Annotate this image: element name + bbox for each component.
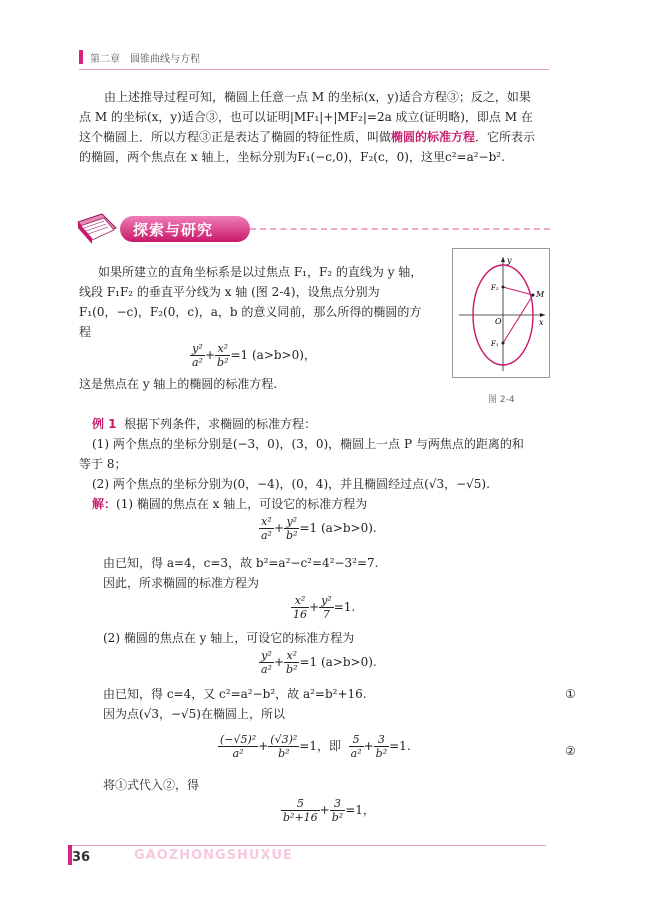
frac-y2-a2-b [259,649,274,676]
section-divider [250,228,550,230]
equation-1: $\frac{\text{x²}}{\text{a²}}$ + $\frac{\text{y²}}{\text{b²}}$ =1 (a>b>0). [261,515,377,542]
standard-equation-term: 椭圆的标准方程 [391,130,476,144]
num: (√3)² [270,733,298,746]
num: x² [259,515,274,529]
label-x: x [539,318,544,327]
intro-line-3-c: ．它所表示 [475,130,536,144]
num: 3 [374,733,389,747]
frac-y2-a2 [190,342,205,369]
frac-5-b2p16 [281,797,320,824]
point-m [532,294,535,297]
eq-suffix: =1. [333,600,356,614]
label-f1: F₁ [491,340,499,348]
intro-line-1: 由上述推导过程可知，椭圆上任意一点 M 的坐标(x，y)适合方程③；反之，如果 [104,90,531,104]
explore-line-3: F₁(0，−c)，F₂(0，c)，a，b 的意义同前，那么所得的椭圆的方 [79,305,422,319]
eq-mid: =1，即 [299,739,341,753]
page-number: 36 [72,850,91,865]
num: x² [284,649,299,663]
condition-1a: (1) 两个焦点的坐标分别是(−3，0)，(3，0)，椭圆上一点 P 与两焦点的距离的和 [92,437,524,451]
den: 16 [293,608,307,621]
den: b²+16 [283,811,318,824]
figure-2-4 [452,248,550,378]
equation-5: $\frac{5}{\text{b²+16}}$ + $\frac{3}{\text{b²}}$ =1， [283,797,375,824]
solution-1-therefore: 因此，所求椭圆的标准方程为 [103,576,260,590]
frac-x2-b2-b [284,649,299,676]
frac-x2-b2 [215,342,230,369]
frac-sqrt3sq-b2 [268,733,299,760]
explore-line-4: 程 [79,325,92,339]
ellipse-diagram [453,249,549,377]
book-icon [72,208,120,248]
label-o: O [495,317,502,326]
num: 5 [349,733,364,747]
num: (−√5)² [220,733,257,746]
example-heading [92,414,316,434]
equation-2: $\frac{\text{x²}}{16}$ + $\frac{\text{y²}}{7}$ =1. [293,594,356,621]
explore-equation: $\frac{\text{y²}}{\text{a²}}$ + $\frac{\text{x²}}{\text{b²}}$ =1 (a>b>0)， [192,342,316,369]
frac-5-a2 [349,733,364,760]
den: b² [286,529,298,542]
solution-1-intro [92,494,367,514]
section-title: 探索与研究 [133,221,214,239]
chapter-header: 第二章 圆锥曲线与方程 [90,54,200,65]
den: b² [331,811,344,824]
example-title: 根据下列条件，求椭圆的标准方程： [124,417,317,431]
num: y² [284,515,299,529]
num: 5 [281,797,320,811]
substitution-line: 将①式代入②，得 [103,778,200,792]
solution-1-text: (1) 椭圆的焦点在 x 轴上，可设它的标准方程为 [116,497,368,511]
footer-brand: GAOZHONGSHUXUE [134,848,293,863]
equation-3: $\frac{\text{y²}}{\text{a²}}$ + $\frac{\text{x²}}{\text{b²}}$ =1 (a>b>0). [261,649,377,676]
focus-f2 [502,286,505,289]
num: 3 [330,797,345,811]
explore-line-2: 线段 F₁F₂ 的垂直平分线为 x 轴 (图 2-4)，设焦点分别为 [79,285,380,299]
label-f2: F₂ [491,284,499,292]
den: b² [278,747,290,760]
header-rule [79,69,549,70]
focus-f1 [502,342,505,345]
num: x² [215,342,230,356]
equation-4: $\frac{\text{(−√5)²}}{\text{a²}}$ + $\frac{\text{(√3)²}}{\text{b²}}$ =1，即 $\frac{5}{\text{a²}}$ + $\frac{3}{\text{b²}}$ =1. [220,733,411,760]
frac-y2-7 [319,594,334,621]
solution-1-given: 由已知，得 a=4，c=3，故 b²=a²−c²=4²−3²=7. [103,556,379,570]
den: 7 [322,608,330,621]
label-m: M [536,290,545,299]
intro-line-3 [79,127,535,147]
explore-line-5: 这是焦点在 y 轴上的椭圆的标准方程. [79,377,278,391]
label-y: y [507,256,512,265]
frac-neg5sq-a2 [218,733,258,760]
den: a² [261,663,272,676]
frac-x2-16 [291,594,309,621]
eq-suffix: =1， [345,803,375,817]
intro-line-4: 的椭圆，两个焦点在 x 轴上，坐标分别为F₁(−c,0)，F₂(c，0)，这里c²=a²−b². [79,150,505,164]
den: b² [375,747,388,760]
den: b² [286,663,298,676]
den: a² [232,747,244,760]
condition-1b: 等于 8； [79,457,127,471]
den: a² [192,356,203,369]
frac-y2-b2 [284,515,299,542]
den: b² [217,356,229,369]
header-accent-bar [79,50,83,64]
frac-x2-a2 [259,515,274,542]
den: a² [261,529,272,542]
y-axis-arrow [501,257,505,262]
eq-suffix: =1. [389,739,411,753]
num: y² [259,649,274,663]
num: y² [190,342,205,356]
frac-3-b2 [374,733,389,760]
mark-2: ② [565,744,576,758]
intro-line-2: 点 M 的坐标(x，y)适合③，也可以证明|MF₁|+|MF₂|=2a 成立(证明略)，即点 M 在 [79,110,533,124]
condition-2: (2) 两个焦点的坐标分别为(0，−4)，(0，4)，并且椭圆经过点(√3，−√5). [92,477,490,491]
num: y² [321,594,332,607]
eq-suffix: =1 (a>b>0). [299,655,377,669]
num: x² [291,594,309,608]
x-axis-arrow [540,313,545,317]
solution-2-given: 由已知，得 c=4，又 c²=a²−b²，故 a²=b²+16. [103,687,367,701]
eq-suffix: =1 (a>b>0). [299,521,377,535]
den: a² [350,747,362,760]
solution-2-intro: (2) 椭圆的焦点在 y 轴上，可设它的标准方程为 [103,631,355,645]
mark-1: ① [565,687,576,701]
example-tag: 例 1 [92,417,117,431]
segment-f1-m [503,295,533,343]
frac-3-b2-b [330,797,345,824]
solution-2-point: 因为点(√3，−√5)在椭圆上，所以 [103,707,285,721]
explore-line-1: 如果所建立的直角坐标系是以过焦点 F₁，F₂ 的直线为 y 轴， [98,265,423,279]
footer-rule [68,845,546,846]
intro-line-3-a: 这个椭圆上．所以方程③正是表达了椭圆的特征性质，叫做 [79,130,392,144]
solution-tag: 解： [92,497,117,511]
figure-caption: 图 2-4 [488,395,515,405]
eq-suffix: =1 (a>b>0)， [230,348,316,362]
